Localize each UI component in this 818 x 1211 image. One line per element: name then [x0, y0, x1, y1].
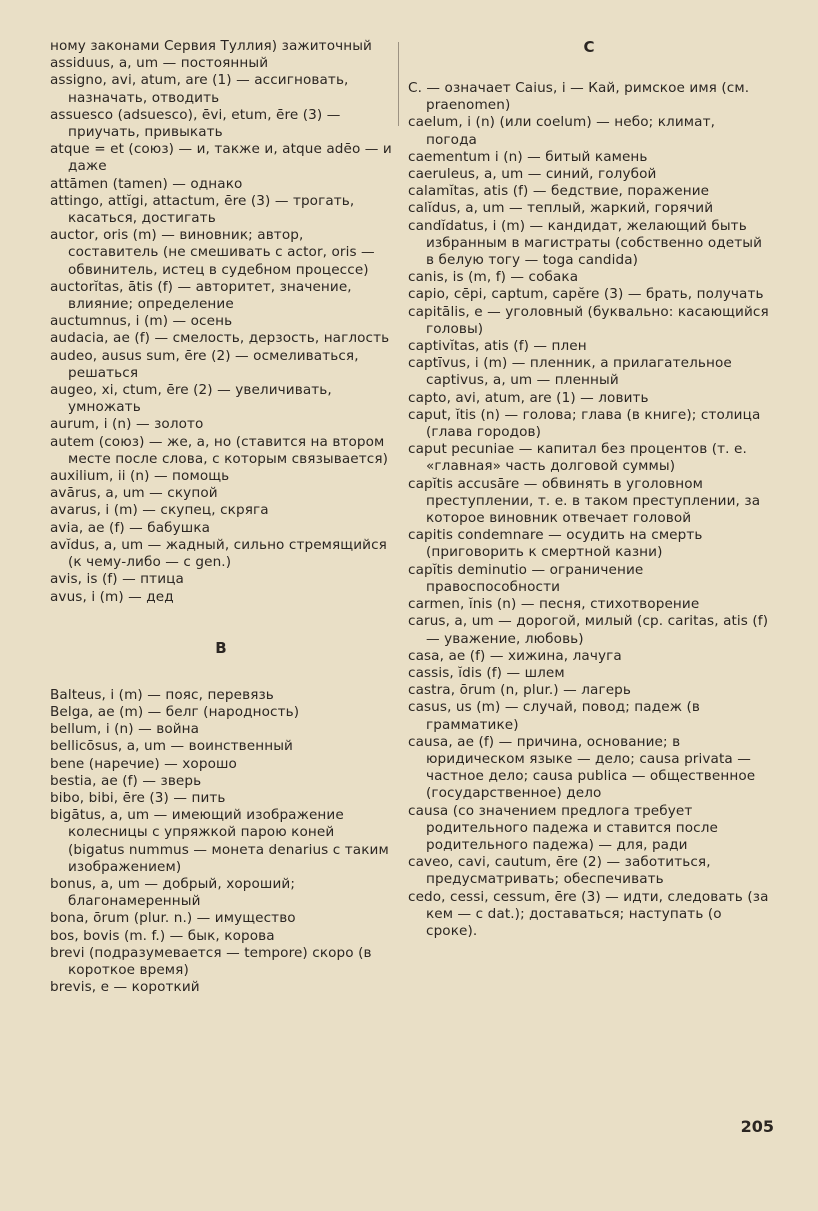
dictionary-entry: casus, us (m) — случай, повод; падеж (в грамматике)	[408, 699, 700, 733]
dictionary-entry: assigno, avi, atum, are (1) — ассигновать, назначать, отводить	[50, 72, 349, 106]
dictionary-entry: bona, ōrum (plur. n.) — имущество	[50, 910, 296, 927]
dictionary-entry: canis, is (m, f) — собака	[408, 269, 579, 286]
dictionary-entry: bigātus, a, um — имеющий изображение колесницы с упряжкой парою коней (bigatus nummus — монета denarius с таким изображением)	[50, 807, 389, 875]
dictionary-entry: bellum, i (n) — война	[50, 721, 200, 738]
dictionary-entry: caelum, i (n) (или coelum) — небо; климат, погода	[408, 114, 716, 148]
dictionary-entry: Belga, ae (m) — белг (народность)	[50, 703, 300, 720]
dictionary-entry: C. — означает Caius, i — Кай, римское имя (см. praenomen)	[408, 80, 750, 114]
dictionary-entry: attāmen (tamen) — однако	[50, 175, 243, 192]
dictionary-entry: candĭdatus, i (m) — кандидат, желающий быть избранным в магистраты (собственно одетый в белую тогу — toga candida)	[408, 217, 763, 269]
column-divider	[398, 42, 399, 126]
dictionary-entry: assuesco (adsuesco), ēvi, etum, ēre (3) — приучать, привыкать	[50, 106, 341, 141]
dictionary-entry: caput, ĭtis (n) — голова; глава (в книге); столица (глава городов)	[408, 406, 761, 441]
dictionary-entry: capitālis, e — уголовный (буквально: касающийся головы)	[408, 303, 769, 337]
dictionary-entry: brevis, e — короткий	[50, 979, 200, 996]
dictionary-entry: avarus, i (m) — скупец, скряга	[50, 502, 269, 519]
dictionary-entry: capitis condemnare — осудить на смерть (приговорить к смертной казни)	[408, 527, 703, 561]
dictionary-entry: caeruleus, a, um — синий, голубой	[408, 166, 657, 183]
dictionary-entry: avis, is (f) — птица	[50, 571, 184, 588]
dictionary-entry: cassis, ĭdis (f) — шлем	[408, 664, 565, 681]
dictionary-entry: captīvus, i (m) — пленник, а прилагательное captivus, a, um — пленный	[408, 355, 732, 389]
right-entries-c	[408, 80, 770, 940]
dictionary-entry: ному законами Сервия Туллия) зажиточный	[50, 38, 372, 54]
dictionary-entry: attingo, attĭgi, attactum, ēre (3) — трогать, касаться, достигать	[50, 192, 355, 227]
dictionary-entry: augeo, xi, ctum, ēre (2) — увеличивать, умножать	[50, 382, 332, 416]
dictionary-entry: carus, a, um — дорогой, милый (ср. caritas, atis (f) — уважение, любовь)	[408, 613, 769, 647]
dictionary-entry: castra, ōrum (n, plur.) — лагерь	[408, 682, 632, 699]
dictionary-entry: avia, ae (f) — бабушка	[50, 519, 211, 536]
left-entries-a	[50, 38, 392, 606]
dictionary-entry: capio, cēpi, captum, capĕre (3) — брать, получать	[408, 286, 764, 303]
dictionary-entry: Balteus, i (m) — пояс, перевязь	[50, 686, 274, 703]
dictionary-entry: brevi (подразумевается — tempore) скоро (в короткое время)	[50, 944, 372, 978]
dictionary-entry: aurum, i (n) — золото	[50, 416, 204, 433]
dictionary-entry: avus, i (m) — дед	[50, 588, 174, 605]
dictionary-entry: capĭtis accusāre — обвинять в уголовном преступлении, т. е. в таком преступлении, за которое виновник отвечает головой	[408, 475, 761, 527]
dictionary-entry: bonus, a, um — добрый, хороший; благонамеренный	[50, 875, 295, 910]
dictionary-entry: auctumnus, i (m) — осень	[50, 313, 233, 330]
dictionary-entry: bellicōsus, a, um — воинственный	[50, 738, 293, 755]
dictionary-entry: bos, bovis (m. f.) — бык, корова	[50, 927, 275, 944]
dictionary-entry: caementum i (n) — битый камень	[408, 148, 648, 165]
dictionary-entry: cedo, cessi, cessum, ēre (3) — идти, следовать (за кем — с dat.); доставаться; наступать (о сроке).	[408, 888, 769, 939]
dictionary-entry: auxilium, ii (n) — помощь	[50, 468, 230, 485]
left-entries-b	[50, 687, 392, 997]
right-column	[408, 38, 770, 940]
dictionary-entry: audeo, ausus sum, ēre (2) — осмеливаться, решаться	[50, 347, 359, 381]
dictionary-entry: casa, ae (f) — хижина, лачуга	[408, 647, 622, 664]
left-column	[50, 38, 392, 996]
dictionary-entry: captivĭtas, atis (f) — плен	[408, 338, 587, 355]
dictionary-entry: carmen, ĭnis (n) — песня, стихотворение	[408, 596, 700, 613]
page-number: 205	[740, 1117, 774, 1136]
dictionary-entry: caveo, cavi, cautum, ēre (2) — заботиться, предусматривать; обеспечивать	[408, 854, 711, 888]
dictionary-entry: causa (со значением предлога требует родительного падежа и ставится после родительного падежа) — для, ради	[408, 802, 718, 853]
dictionary-entry: autem (союз) — же, а, но (ставится на втором месте после слова, с которым связывается)	[50, 433, 389, 467]
section-heading-c: C	[583, 38, 595, 56]
dictionary-entry: bibo, bibi, ēre (3) — пить	[50, 789, 226, 806]
dictionary-entry: atque = et (союз) — и, также и, atque adēo — и даже	[50, 141, 392, 175]
dictionary-entry: caput pecuniae — капитал без процентов (т. е. «главная» часть долговой суммы)	[408, 441, 747, 475]
dictionary-entry: auctor, oris (m) — виновник; автор, составитель (не смешивать с actor, oris — обвинитель, истец в судебном процессе)	[50, 227, 375, 278]
dictionary-entry: assiduus, a, um — постоянный	[50, 55, 269, 72]
dictionary-entry: capto, avi, atum, are (1) — ловить	[408, 389, 649, 406]
dictionary-entry: avārus, a, um — скупой	[50, 485, 218, 502]
section-heading-b: B	[215, 638, 227, 657]
dictionary-entry: calamĭtas, atis (f) — бедствие, поражение	[408, 183, 710, 200]
dictionary-entry: causa, ae (f) — причина, основание; в юридическом языке — дело; causa privata — частное дело; causa publica — общественное (государственное) дело	[408, 733, 756, 802]
dictionary-entry: bestia, ae (f) — зверь	[50, 772, 202, 789]
dictionary-entry: avĭdus, a, um — жадный, сильно стремящийся (к чему-либо — с gen.)	[50, 536, 387, 571]
dictionary-entry: calĭdus, a, um — теплый, жаркий, горячий	[408, 200, 714, 217]
dictionary-entry: capĭtis deminutio — ограничение правоспособности	[408, 561, 644, 595]
dictionary-entry: auctorĭtas, ātis (f) — авторитет, значение, влияние; определение	[50, 278, 352, 313]
dictionary-entry: bene (наречие) — хорошо	[50, 755, 237, 772]
dictionary-entry: audacia, ae (f) — смелость, дерзость, наглость	[50, 330, 390, 347]
